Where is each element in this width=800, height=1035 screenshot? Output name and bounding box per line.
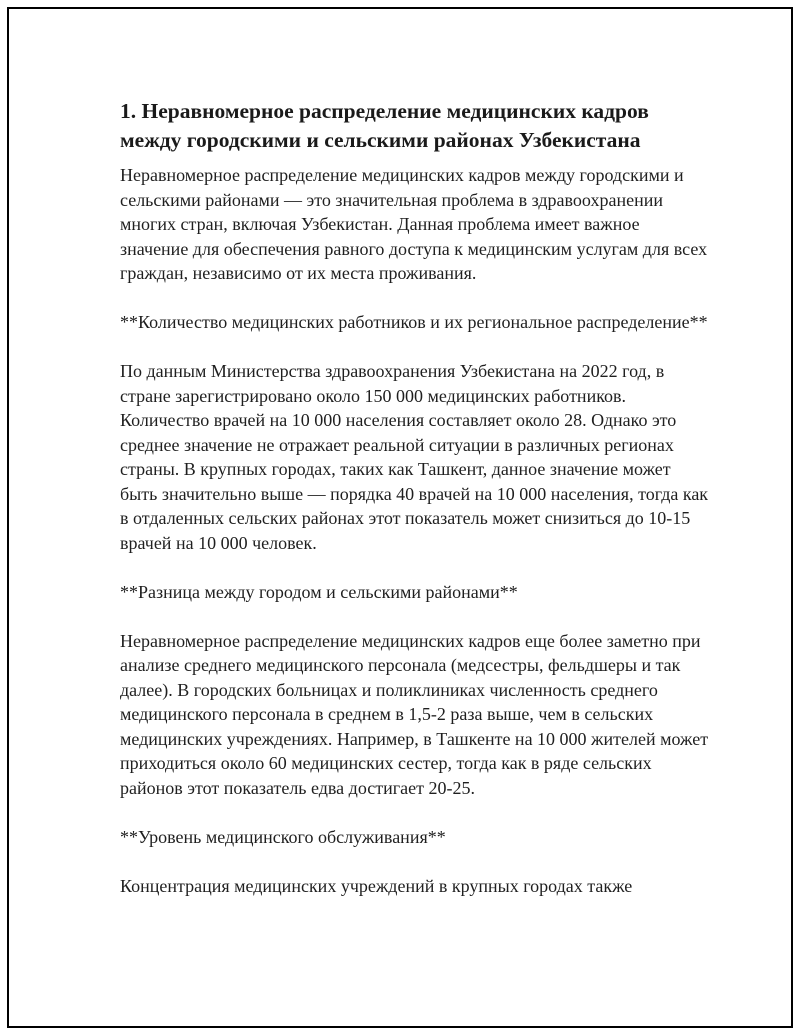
document-body <box>120 97 710 898</box>
paragraph-workforce-count: По данным Министерства здравоохранения Узбекистана на 2022 год, в стране зарегистрировано около 150 000 медицинских работников. Количество врачей на 10 000 населения составляет около 28. Однако это среднее значение не отражает реальной ситуации в различных регионах страны. В крупных городах, таких как Ташкент, данное значение может быть значительно выше — порядка 40 врачей на 10 000 населения, тогда как в отдаленных сельских районах этот показатель может снизиться до 10-15 врачей на 10 000 человек. <box>120 361 709 553</box>
document-title: 1. Неравномерное распределение медицинских кадров между городскими и сельскими районах Узбекистана <box>120 99 649 152</box>
paragraph-service-level: Концентрация медицинских учреждений в крупных городах также <box>120 875 633 896</box>
document-page <box>7 7 793 1028</box>
section-heading-service-level: **Уровень медицинского обслуживания** <box>120 826 446 847</box>
paragraph-intro: Неравномерное распределение медицинских кадров между городскими и сельскими районами — это значительная проблема в здравоохранении многих стран, включая Узбекистан. Данная проблема имеет важное значение для обеспечения равного доступа к медицинским услугам для всех граждан, независимо от их места проживания. <box>120 165 708 283</box>
paragraph-urban-rural-gap: Неравномерное распределение медицинских кадров еще более заметно при анализе среднего медицинского персонала (медсестры, фельдшеры и так далее). В городских больницах и поликлиниках численность среднего медицинского персонала в среднем в 1,5-2 раза выше, чем в сельских медицинских учреждениях. Например, в Ташкенте на 10 000 жителей может приходиться около 60 медицинских сестер, тогда как в ряде сельских районов этот показатель едва достигает 20-25. <box>120 630 709 798</box>
section-heading-urban-rural-gap: **Разница между городом и сельскими районами** <box>120 581 518 602</box>
section-heading-workforce-count: **Количество медицинских работников и их региональное распределение** <box>120 312 708 332</box>
